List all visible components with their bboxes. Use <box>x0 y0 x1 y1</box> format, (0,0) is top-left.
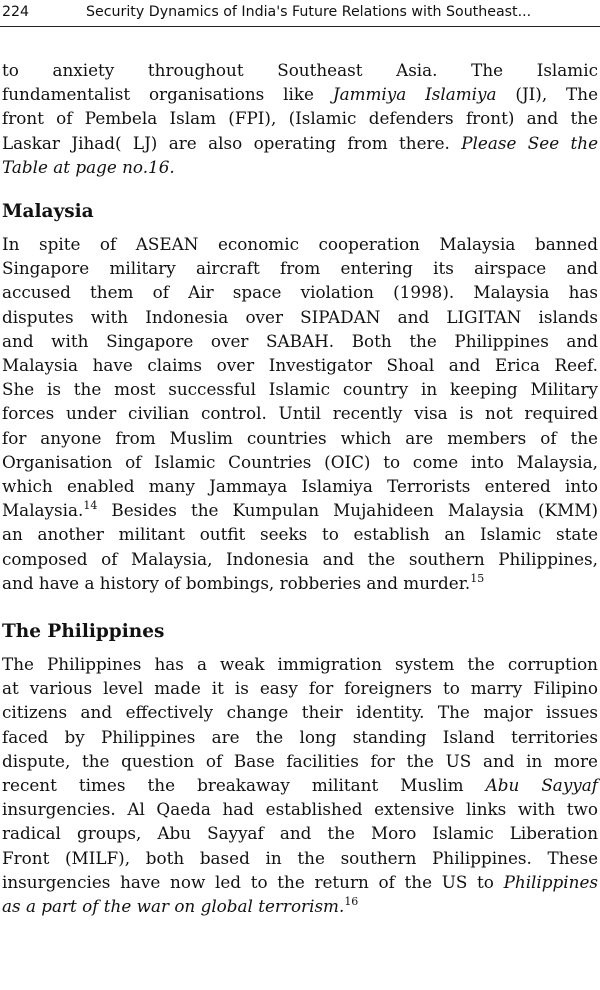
text-run: and have a history of bombings, robberies and murder. <box>2 572 471 593</box>
text-line <box>2 894 598 918</box>
running-title: Security Dynamics of India's Future Relations with Southeast... <box>86 4 532 20</box>
text-line: disputes with Indonesia over SIPADAN and LIGITAN islands <box>2 306 598 327</box>
page-number: 224 <box>2 4 30 20</box>
text-line <box>2 498 598 522</box>
running-header <box>0 0 600 27</box>
text-line: radical groups, Abu Sayyaf and the Moro Islamic Liberation <box>2 823 598 844</box>
text-line: front of Pembela Islam (FPI), (Islamic defenders front) and the <box>2 108 598 129</box>
text-line <box>2 773 598 797</box>
text-line: accused them of Air space violation (1998). Malaysia has <box>2 282 598 303</box>
text-line: forces under civilian control. Until recently visa is not required <box>2 403 598 424</box>
text-line <box>2 571 598 595</box>
text-line: Front (MILF), both based in the southern Philippines. These <box>2 847 598 868</box>
text-line <box>2 82 598 106</box>
text-line: Organisation of Islamic Countries (OIC) to come into Malaysia, <box>2 451 598 472</box>
text-run: Malaysia. <box>2 500 84 521</box>
text-line: an another militant outfit seeks to establish an Islamic state <box>2 524 598 545</box>
text-line: at various level made it is easy for foreigners to marry Filipino <box>2 678 598 699</box>
italic-run: Please See the <box>461 132 598 153</box>
text-run: fundamentalist organisations like <box>2 84 333 105</box>
text-line: to anxiety throughout Southeast Asia. The Islamic <box>2 60 598 80</box>
text-line: composed of Malaysia, Indonesia and the southern Philippines, <box>2 548 598 569</box>
text-line: In spite of ASEAN economic cooperation Malaysia banned <box>2 234 598 255</box>
text-line: dispute, the question of Base facilities for the US and in more <box>2 750 598 771</box>
text-line: She is the most successful Islamic country in keeping Military <box>2 379 598 400</box>
text-line: for anyone from Muslim countries which are members of the <box>2 427 598 448</box>
italic-run: as a part of the war on global terrorism. <box>2 896 345 917</box>
italic-run: Philippines <box>503 871 598 892</box>
footnote-ref-14: 14 <box>83 499 98 513</box>
text-line: citizens and effectively change their identity. The major issues <box>2 702 598 723</box>
text-run: insurgencies have now led to the return of the US to <box>2 871 504 892</box>
footnote-ref-16: 16 <box>344 895 359 909</box>
text-line: Singapore military aircraft from entering its airspace and <box>2 258 598 279</box>
text-run: Besides the Kumpulan Mujahideen Malaysia (KMM) <box>97 500 598 521</box>
text-line: Malaysia have claims over Investigator Shoal and Erica Reef. <box>2 355 598 376</box>
section-heading-philippines: The Philippines <box>2 621 165 643</box>
paragraph-philippines <box>2 652 598 918</box>
italic-run: Jammiya Islamiya <box>332 84 497 105</box>
body-text <box>2 58 598 918</box>
text-run: (JI), The <box>496 84 598 105</box>
paragraph-continued <box>2 58 598 179</box>
text-line: which enabled many Jammaya Islamiya Terrorists entered into <box>2 476 598 497</box>
text-line: Table at page no.16. <box>2 156 175 177</box>
text-run: Laskar Jihad( LJ) are also operating from there. <box>2 132 462 153</box>
footnote-ref-15: 15 <box>470 571 485 585</box>
section-heading-malaysia: Malaysia <box>2 201 94 223</box>
text-line: insurgencies. Al Qaeda had established extensive links with two <box>2 799 598 820</box>
text-line: faced by Philippines are the long standing Island territories <box>2 726 598 747</box>
text-run: recent times the breakaway militant Muslim <box>2 775 486 796</box>
paragraph-malaysia <box>2 232 598 595</box>
italic-run: Abu Sayyaf <box>485 775 598 796</box>
text-line: and with Singapore over SABAH. Both the Philippines and <box>2 330 598 351</box>
text-line <box>2 131 598 155</box>
text-line: The Philippines has a weak immigration system the corruption <box>2 654 598 675</box>
text-line <box>2 870 598 894</box>
